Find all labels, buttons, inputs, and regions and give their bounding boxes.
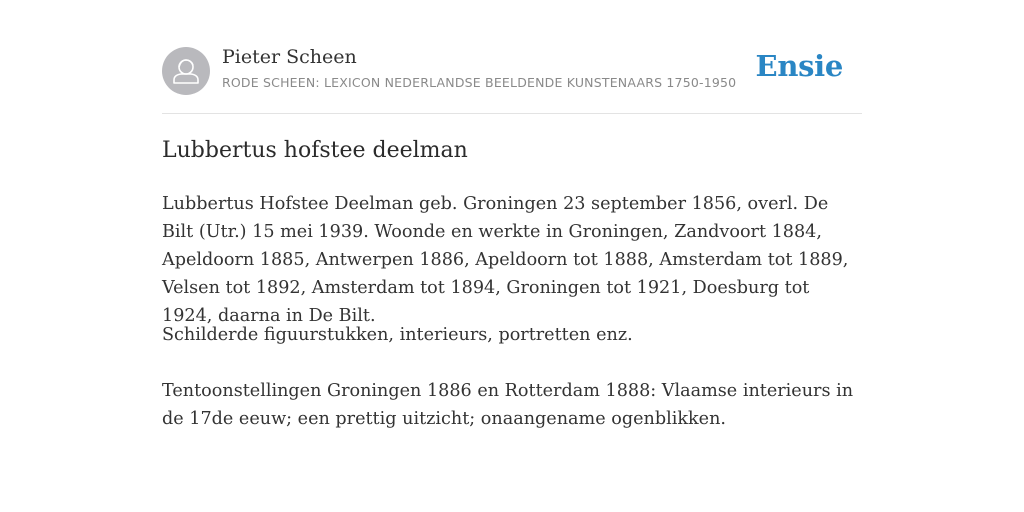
article-paragraph-3: Tentoonstellingen Groningen 1886 en Rotterdam 1888: Vlaamse interieurs in de 17de eeuw; een prettig uitzicht; onaangename ogenblikken.: [162, 381, 854, 429]
user-icon: [162, 47, 210, 95]
brand-logo[interactable]: Ensie: [755, 49, 843, 83]
source-title[interactable]: RODE SCHEEN: LEXICON NEDERLANDSE BEELDENDE KUNSTENAARS 1750-1950: [222, 75, 737, 90]
article-paragraph-2: Schilderde figuurstukken, interieurs, portretten enz.: [162, 325, 633, 345]
divider: [162, 113, 862, 114]
avatar[interactable]: [162, 47, 210, 95]
author-name[interactable]: Pieter Scheen: [222, 46, 357, 68]
article-header: [162, 46, 862, 96]
article-paragraph-1: Lubbertus Hofstee Deelman geb. Groningen 23 september 1856, overl. De Bilt (Utr.) 15 mei 1939. Woonde en werkte in Groningen, Zandvoort 1884, Apeldoorn 1885, Antwerpen 1886, Apeldoorn tot 1888, Amsterdam tot 1889, Velsen tot 1892, Amsterdam tot 1894, Groningen tot 1921, Doesburg tot 1924, daarna in De Bilt.: [162, 194, 849, 326]
article-card: [162, 0, 862, 512]
page-title: Lubbertus hofstee deelman: [162, 138, 468, 163]
